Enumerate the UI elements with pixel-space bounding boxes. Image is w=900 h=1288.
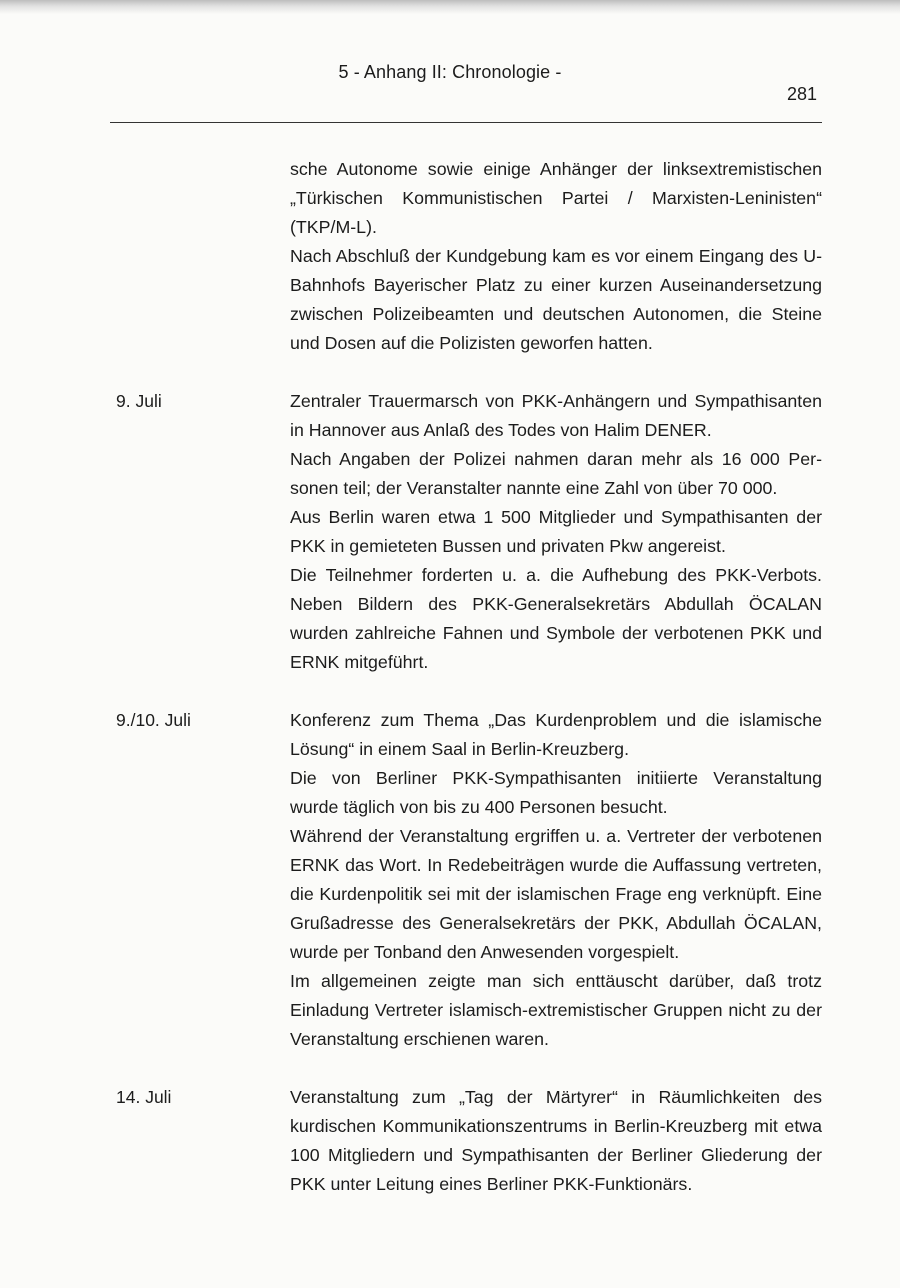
entry-date: 9. Juli bbox=[116, 391, 162, 411]
entry-paragraph: Im allgemeinen zeigte man sich enttäuscht darüber, daß trotz Einladung Vertreter islamisch-extremistischer Gruppen nicht zu der Veranstaltung erschienen waren. bbox=[290, 971, 822, 1049]
running-head: 5 - Anhang II: Chronologie - bbox=[338, 62, 562, 82]
entry-paragraph: Während der Veranstaltung ergriffen u. a. Vertreter der verbotenen ERNK das Wort. In Redebeiträgen wurde die Auffassung vertreten, die Kurdenpolitik sei mit der islamischen Frage eng verknüpft. Eine Grußadresse des Generalsekretärs der PKK, Abdullah ÖCALAN, wurde per Tonband den Anwesenden vorgespielt. bbox=[290, 826, 822, 962]
header-rule bbox=[110, 122, 822, 123]
entry-paragraph: Konferenz zum Thema „Das Kurdenproblem und die islamische Lösung“ in einem Saal in Berlin-Kreuzberg. bbox=[290, 710, 822, 759]
entry-paragraph: sche Autonome sowie einige Anhänger der linksextremistischen „Türkischen Kommunistischen Partei / Marxisten-Leninisten“ (TKP/M-L). bbox=[290, 159, 822, 237]
entry-gap bbox=[0, 358, 900, 387]
entry-body bbox=[290, 155, 822, 358]
entry-body bbox=[290, 706, 822, 1054]
entry-date: 14. Juli bbox=[116, 1087, 172, 1107]
entry-9-juli bbox=[0, 387, 900, 677]
page-number: 281 bbox=[786, 84, 817, 104]
entry-body bbox=[290, 1083, 822, 1199]
entry-gap bbox=[0, 677, 900, 706]
entry-gap bbox=[0, 1054, 900, 1083]
entry-paragraph: Aus Berlin waren etwa 1 500 Mitglieder und Sympathisanten der PKK in gemieteten Bussen und privaten Pkw angereist. bbox=[290, 507, 822, 556]
entry-continuation bbox=[0, 155, 900, 358]
entry-paragraph: Veranstaltung zum „Tag der Märtyrer“ in Räumlichkeiten des kurdischen Kommunikationszentrums in Berlin-Kreuzberg mit etwa 100 Mitgliedern und Sympathisanten der Berliner Gliederung der PKK unter Leitung eines Berliner PKK-Funktionärs. bbox=[290, 1087, 822, 1194]
entry-paragraph: Nach Angaben der Polizei nahmen daran mehr als 16 000 Personen teil; der Veranstalter nannte eine Zahl von über 70 000. bbox=[290, 449, 822, 498]
entry-date: 9./10. Juli bbox=[116, 710, 191, 730]
chronology-content bbox=[0, 155, 900, 1199]
scan-edge bbox=[0, 0, 900, 14]
entry-paragraph: Zentraler Trauermarsch von PKK-Anhängern und Sympathisanten in Hannover aus Anlaß des Todes von Halim DENER. bbox=[290, 391, 822, 440]
entry-9-10-juli bbox=[0, 706, 900, 1054]
entry-body bbox=[290, 387, 822, 677]
entry-paragraph: Die Teilnehmer forderten u. a. die Aufhebung des PKK-Verbots. Neben Bildern des PKK-Generalsekretärs Abdullah ÖCALAN wurden zahlreiche Fahnen und Symbole der verbotenen PKK und ERNK mitgeführt. bbox=[290, 565, 822, 672]
entry-14-juli bbox=[0, 1083, 900, 1199]
entry-paragraph: Nach Abschluß der Kundgebung kam es vor einem Eingang des U-Bahnhofs Bayerischer Platz zu einer kurzen Auseinandersetzung zwischen Polizeibeamten und deutschen Autonomen, die Steine und Dosen auf die Polizisten geworfen hatten. bbox=[290, 246, 822, 353]
entry-paragraph: Die von Berliner PKK-Sympathisanten initiierte Veranstaltung wurde täglich von bis zu 400 Personen besucht. bbox=[290, 768, 822, 817]
